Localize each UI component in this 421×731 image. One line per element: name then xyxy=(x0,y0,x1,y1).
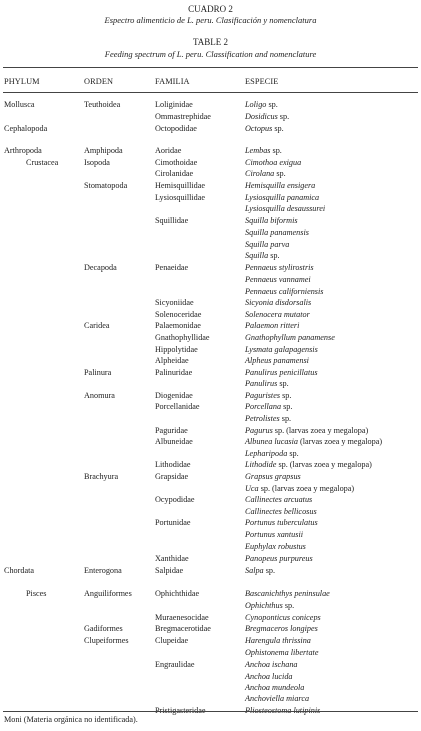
species-qualifier: sp. xyxy=(270,146,282,155)
especie-cell xyxy=(245,264,314,272)
species-qualifier: sp. xyxy=(281,402,293,411)
familia-cell: Ophichthidae xyxy=(155,589,200,598)
especie-cell xyxy=(245,322,299,330)
species-name: Squilla xyxy=(245,251,269,260)
species-name: Alpheus panamensi xyxy=(245,356,309,365)
species-name: Pennaeus stylirostris xyxy=(245,263,314,272)
species-name: Anchoa mundeola xyxy=(245,683,305,692)
orden-cell: Clupeiformes xyxy=(84,636,129,645)
species-name: Albunea lucasia xyxy=(245,437,298,446)
species-name: Hemisquilla ensigera xyxy=(245,181,316,190)
species-qualifier: sp. xyxy=(266,100,278,109)
familia-cell: Albuneidae xyxy=(155,437,193,446)
species-name: Lepharipoda xyxy=(245,449,288,458)
especie-cell xyxy=(245,113,289,121)
species-name: Cynoponticus coniceps xyxy=(245,613,321,622)
species-qualifier: sp. xyxy=(287,449,299,458)
especie-cell xyxy=(245,450,299,458)
familia-cell: Lysiosquillidae xyxy=(155,193,206,202)
familia-cell: Hippolytidae xyxy=(155,345,198,354)
familia-cell: Sicyoniidae xyxy=(155,298,194,307)
species-name: Anchoviella miarca xyxy=(245,694,310,703)
familia-cell: Porcellanidae xyxy=(155,402,200,411)
orden-cell: Enterogona xyxy=(84,566,122,575)
familia-cell: Hemisquillidae xyxy=(155,181,206,190)
familia-cell: Paguridae xyxy=(155,426,188,435)
species-name: Cirolana xyxy=(245,169,275,178)
species-name: Portunus tuberculatus xyxy=(245,518,318,527)
especie-cell xyxy=(245,415,291,423)
especie-cell xyxy=(245,543,306,551)
especie-cell xyxy=(245,299,311,307)
species-qualifier: sp. (larvas zoea y megalopa) xyxy=(276,460,372,469)
table-title: TABLE 2 xyxy=(192,37,229,47)
species-name: Anchoa ischana xyxy=(245,660,298,669)
especie-cell xyxy=(245,531,303,539)
especie-cell xyxy=(245,684,304,692)
especie-cell xyxy=(245,438,382,446)
species-qualifier: sp. xyxy=(280,391,292,400)
familia-cell: Ommastrephidae xyxy=(155,112,211,121)
especie-cell xyxy=(245,403,292,411)
species-name: Cimothoa exigua xyxy=(245,158,302,167)
especie-cell xyxy=(245,427,368,435)
species-name: Ophichthus xyxy=(245,601,283,610)
species-name: Squilla biformis xyxy=(245,216,298,225)
orden-cell: Stomatopoda xyxy=(84,181,128,190)
species-name: Lembas xyxy=(245,146,271,155)
orden-cell: Teuthoidea xyxy=(84,100,121,109)
especie-cell xyxy=(245,590,330,598)
especie-cell xyxy=(245,461,372,469)
familia-cell: Palinuridae xyxy=(155,368,193,377)
especie-cell xyxy=(245,392,291,400)
familia-cell: Palaemonidae xyxy=(155,321,201,330)
species-name: Solenocera mutator xyxy=(245,310,310,319)
orden-cell: Isopoda xyxy=(84,158,110,167)
familia-cell: Solenoceridae xyxy=(155,310,202,319)
especie-cell xyxy=(245,217,298,225)
species-qualifier: sp. xyxy=(263,566,276,575)
bottom-rule xyxy=(3,711,418,712)
species-name: Lysiosquilla panamica xyxy=(245,193,320,202)
species-qualifier: sp. xyxy=(282,601,295,610)
species-name: Palaemon ritteri xyxy=(245,321,300,330)
especie-cell xyxy=(245,614,321,622)
familia-cell: Loliginidae xyxy=(155,100,193,109)
especie-cell xyxy=(245,625,318,633)
especie-cell xyxy=(245,649,318,657)
species-qualifier: sp. (larvas zoea y megalopa) xyxy=(272,426,369,435)
familia-cell: Gnathophyllidae xyxy=(155,333,210,342)
phylum-cell: Cephalopoda xyxy=(4,124,48,133)
familia-cell: Grapsidae xyxy=(155,472,189,481)
especie-cell xyxy=(245,602,294,610)
especie-cell xyxy=(245,241,289,249)
especie-cell xyxy=(245,508,317,516)
species-name: Petrolistes xyxy=(245,414,280,423)
familia-cell: Ocypodidae xyxy=(155,495,195,504)
especie-cell xyxy=(245,334,335,342)
species-name: Squilla panamensis xyxy=(245,228,309,237)
species-name: Panulirus xyxy=(245,379,278,388)
especie-cell xyxy=(245,369,318,377)
phylum-cell: Arthropoda xyxy=(4,146,42,155)
species-name: Sicyonia disdorsalis xyxy=(245,298,312,307)
table-subtitle: Feeding spectrum of L. peru. Classification and nomenclature xyxy=(104,49,317,59)
header-orden: ORDEN xyxy=(84,77,114,86)
familia-cell: Muraenesocidae xyxy=(155,613,209,622)
cuadro-title: CUADRO 2 xyxy=(188,4,233,14)
familia-cell: Bregmacerotidae xyxy=(155,624,211,633)
species-name: Callinectes arcuatus xyxy=(245,495,313,504)
phylum-cell: Chordata xyxy=(4,566,35,575)
header-especie: ESPECIE xyxy=(245,77,279,86)
top-rule xyxy=(3,67,418,68)
especie-cell xyxy=(245,229,309,237)
especie-cell xyxy=(245,496,312,504)
especie-cell xyxy=(245,519,318,527)
species-name: Lysmata galapagensis xyxy=(245,345,318,354)
species-name: Panopeus purpureus xyxy=(245,554,313,563)
especie-cell xyxy=(245,205,325,213)
familia-cell: Alpheidae xyxy=(155,356,189,365)
orden-cell: Gadiformes xyxy=(84,624,123,633)
especie-cell xyxy=(245,288,323,296)
species-name: Octopus xyxy=(245,124,273,133)
especie-cell xyxy=(245,673,293,681)
species-qualifier: (larvas zoea y megalopa) xyxy=(297,437,383,446)
especie-cell xyxy=(245,637,311,645)
species-name: Porcellana xyxy=(245,402,282,411)
species-qualifier: sp. xyxy=(272,124,284,133)
phylum-cell: Mollusca xyxy=(4,100,35,109)
species-name: Paguristes xyxy=(245,391,281,400)
species-name: Bregmaceros longipes xyxy=(245,624,318,633)
especie-cell xyxy=(245,125,284,133)
especie-cell xyxy=(245,695,309,703)
especie-cell xyxy=(245,159,301,167)
species-name: Pliosteostoma lutipinis xyxy=(245,706,321,715)
species-name: Grapsus grapsus xyxy=(245,472,301,481)
header-phylum: PHYLUM xyxy=(4,77,40,86)
especie-cell xyxy=(245,276,311,284)
familia-cell: Lithodidae xyxy=(155,460,191,469)
especie-cell xyxy=(245,101,278,109)
familia-cell: Squillidae xyxy=(155,216,189,225)
especie-cell xyxy=(245,485,354,493)
species-qualifier: sp. (larvas zoea y megalopa) xyxy=(258,484,355,493)
species-name: Loligo xyxy=(245,100,267,109)
especie-cell xyxy=(245,473,301,481)
especie-cell xyxy=(245,147,282,155)
orden-cell: Anomura xyxy=(84,391,115,400)
species-name: Pennaeus vannamei xyxy=(245,275,311,284)
especie-cell xyxy=(245,555,313,563)
species-name: Bascanichthys peninsulae xyxy=(245,589,330,598)
subphylum-cell: Pisces xyxy=(26,589,47,598)
species-name: Portunus xantusii xyxy=(245,530,303,539)
orden-cell: Caridea xyxy=(84,321,110,330)
familia-cell: Clupeidae xyxy=(155,636,189,645)
species-name: Pennaeus californiensis xyxy=(245,287,324,296)
species-name: Panulirus penicillatus xyxy=(245,368,318,377)
especie-cell xyxy=(245,380,289,388)
header-rule xyxy=(3,92,418,93)
species-name: Lysiosquilla desaussurei xyxy=(245,204,326,213)
species-name: Dosidicus xyxy=(245,112,278,121)
species-name: Lithodide xyxy=(245,460,277,469)
especie-cell xyxy=(245,567,275,575)
especie-cell xyxy=(245,252,280,260)
especie-cell xyxy=(245,357,309,365)
familia-cell: Aoridae xyxy=(155,146,182,155)
species-name: Anchoa lucida xyxy=(245,672,293,681)
species-name: Salpa xyxy=(245,566,264,575)
header-familia: FAMILIA xyxy=(155,77,190,86)
species-qualifier: sp. xyxy=(279,414,292,423)
footnote: Moni (Materia orgánica no identificada). xyxy=(4,715,138,724)
species-name: Gnathophyllum panamense xyxy=(245,333,335,342)
especie-cell xyxy=(245,170,286,178)
species-name: Callinectes bellicosus xyxy=(245,507,317,516)
orden-cell: Palinura xyxy=(84,368,112,377)
familia-cell: Portunidae xyxy=(155,518,191,527)
especie-cell xyxy=(245,346,318,354)
orden-cell: Decapoda xyxy=(84,263,117,272)
orden-cell: Amphipoda xyxy=(84,146,123,155)
familia-cell: Cimothoidae xyxy=(155,158,198,167)
familia-cell: Cirolanidae xyxy=(155,169,194,178)
especie-cell xyxy=(245,661,298,669)
species-name: Euphylax robustus xyxy=(245,542,306,551)
especie-cell xyxy=(245,194,319,202)
species-qualifier: sp. xyxy=(268,251,280,260)
species-name: Ophistonema libertate xyxy=(245,648,319,657)
subphylum-cell: Crustacea xyxy=(26,158,59,167)
familia-cell: Engraulidae xyxy=(155,660,195,669)
species-qualifier: sp. xyxy=(277,379,289,388)
species-qualifier: sp. xyxy=(274,169,286,178)
familia-cell: Xanthidae xyxy=(155,554,189,563)
orden-cell: Anguiliformes xyxy=(84,589,132,598)
especie-cell xyxy=(245,182,315,190)
familia-cell: Penaeidae xyxy=(155,263,189,272)
species-name: Squilla parva xyxy=(245,240,290,249)
species-name: Uca xyxy=(245,484,259,493)
familia-cell: Diogenidae xyxy=(155,391,193,400)
familia-cell: Salpidae xyxy=(155,566,184,575)
especie-cell xyxy=(245,311,310,319)
species-name: Pagurus xyxy=(245,426,273,435)
orden-cell: Brachyura xyxy=(84,472,119,481)
familia-cell: Pristigasteridae xyxy=(155,706,206,715)
species-name: Harengula thrissina xyxy=(245,636,311,645)
species-qualifier: sp. xyxy=(277,112,290,121)
familia-cell: Octopodidae xyxy=(155,124,197,133)
cuadro-subtitle: Espectro alimenticio de L. peru. Clasificación y nomenclatura xyxy=(104,15,317,25)
